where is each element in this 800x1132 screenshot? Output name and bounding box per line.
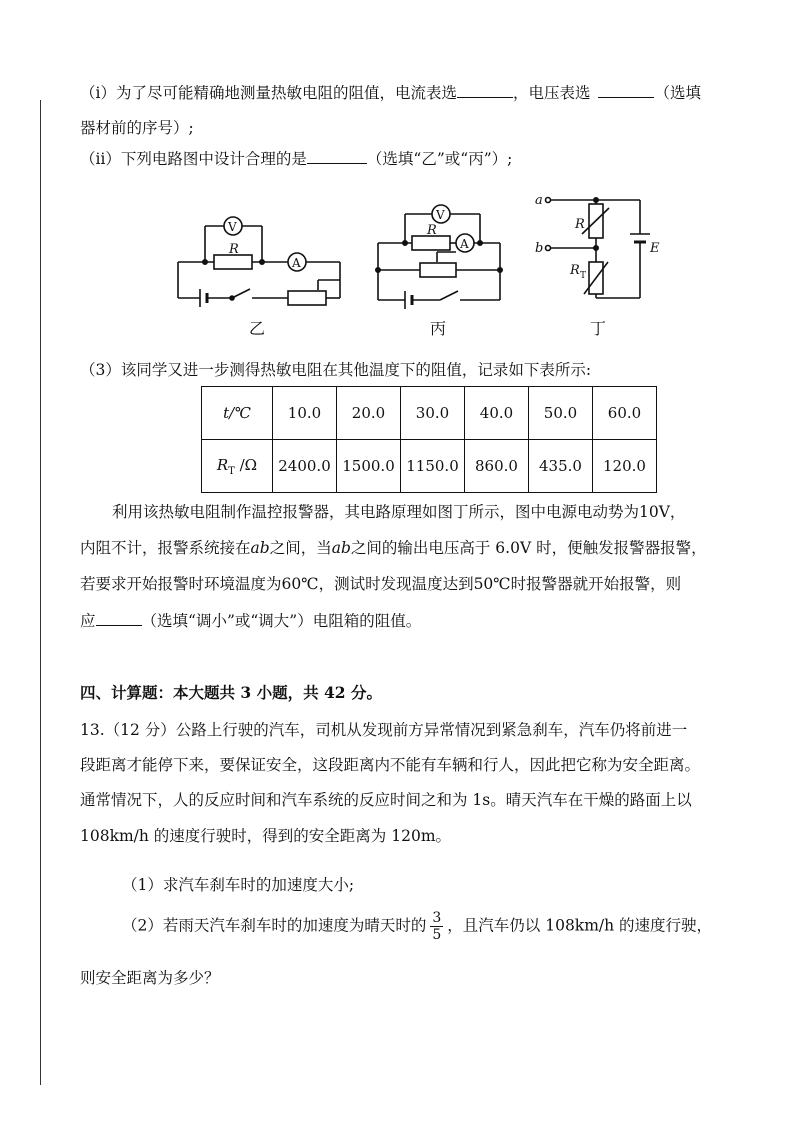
table-cell: 120.0 <box>593 440 657 493</box>
resistor-label: R <box>427 223 437 238</box>
terminal-b <box>546 246 551 251</box>
answer-blank-voltmeter[interactable] <box>598 82 654 98</box>
thermistor-label: R <box>570 263 580 278</box>
table-cell: 60.0 <box>593 387 657 440</box>
table-cell: 30.0 <box>401 387 465 440</box>
circuit-yi <box>178 217 340 307</box>
q13-line3: 通常情况下，人的反应时间和汽车系统的反应时间之和为 1s。晴天汽车在干燥的路面上以 <box>80 791 692 809</box>
answer-blank-adjust[interactable] <box>96 610 142 626</box>
table-header-temperature: t/℃ <box>202 387 273 440</box>
ammeter-label: A <box>460 237 469 251</box>
resistor-box-label: R <box>575 217 585 232</box>
part-ii-text-b: （选填“乙”或“丙”）; <box>366 150 513 168</box>
resistor-r <box>214 255 252 269</box>
ammeter-label: A <box>292 256 301 270</box>
temperature-resistance-table <box>201 386 657 493</box>
part-i-line2: 器材前的序号）; <box>80 119 194 137</box>
resistor-label: R <box>229 242 239 257</box>
table-cell: 435.0 <box>529 440 593 493</box>
q13-line1: 13.（12 分）公路上行驶的汽车，司机从发现前方异常情况到紧急刹车，汽车仍将前进一 <box>80 721 688 739</box>
terminal-a-label: a <box>535 193 543 208</box>
alarm-line1: 利用该热敏电阻制作温控报警器，其电路原理如图丁所示，图中电源电动势为10V， <box>112 503 686 521</box>
terminal-a <box>546 198 551 203</box>
answer-blank-ammeter[interactable] <box>457 82 513 98</box>
emf-label: E <box>650 241 660 256</box>
part-i-text-b: ，电压表选 <box>512 84 591 102</box>
table-row-temperature <box>202 387 657 440</box>
alarm-line4: 应 （选填“调小”或“调大”）电阻箱的阻值。 <box>80 612 422 630</box>
alarm-line2: 内阻不计，报警系统接在ab之间，当ab之间的输出电压高于 6.0V 时，便触发报警器报警， <box>80 539 707 557</box>
rheostat-bing <box>420 263 456 277</box>
table-cell: 40.0 <box>465 387 529 440</box>
table-cell: 50.0 <box>529 387 593 440</box>
q13-sub2: （2）若雨天汽车刹车时的加速度为晴天时的 $\frac{3}{5}$ ，且汽车仍以 108km/h 的速度行驶， <box>122 910 713 943</box>
part3-intro: （3）该同学又进一步测得热敏电阻在其他温度下的阻值，记录如下表所示: <box>80 361 592 379</box>
thermistor-subscript: T <box>580 271 587 281</box>
part-ii-line <box>80 148 512 169</box>
table-row-resistance <box>202 440 657 493</box>
terminal-b-label: b <box>535 241 544 256</box>
caption-ding: 丁 <box>590 319 607 338</box>
part-i-line1 <box>80 82 701 103</box>
answer-blank-circuit[interactable] <box>307 148 367 164</box>
caption-bing: 丙 <box>430 319 447 338</box>
section4-heading: 四、计算题：本大题共 3 小题，共 42 分。 <box>80 683 382 702</box>
q13-line4: 108km/h 的速度行驶时，得到的安全距离为 120m。 <box>80 827 452 845</box>
voltmeter-label: V <box>436 208 445 222</box>
table-cell: 1500.0 <box>337 440 401 493</box>
table-header-resistance: $R_T$ /Ω <box>202 440 273 493</box>
circuit-figures <box>0 180 800 350</box>
rheostat-yi <box>288 291 326 305</box>
table-cell: 860.0 <box>465 440 529 493</box>
q13-sub1: （1）求汽车刹车时的加速度大小; <box>122 876 355 894</box>
circuit-ding <box>546 198 651 299</box>
resistor-r <box>412 236 450 250</box>
table-cell: 10.0 <box>273 387 337 440</box>
table-cell: 1150.0 <box>401 440 465 493</box>
alarm-line3: 若要求开始报警时环境温度为60℃，测试时发现温度达到50℃时报警器就开始报警，则 <box>80 575 682 593</box>
table-cell: 2400.0 <box>273 440 337 493</box>
voltmeter-label: V <box>228 220 237 234</box>
part-ii-text-a: （ⅱ）下列电路图中设计合理的是 <box>80 150 307 168</box>
part-i-text-c: （选填 <box>654 84 701 102</box>
q13-line2: 段距离才能停下来，要保证安全，这段距离内不能有车辆和行人，因此把它称为安全距离。 <box>80 756 701 774</box>
table-cell: 20.0 <box>337 387 401 440</box>
caption-yi: 乙 <box>249 319 266 338</box>
q13-sub2-cont: 则安全距离为多少？ <box>80 969 220 987</box>
part-i-text-a: （ⅰ）为了尽可能精确地测量热敏电阻的阻值，电流表选 <box>80 84 457 102</box>
fraction-three-fifths: $\frac{3}{5}$ <box>432 910 442 943</box>
